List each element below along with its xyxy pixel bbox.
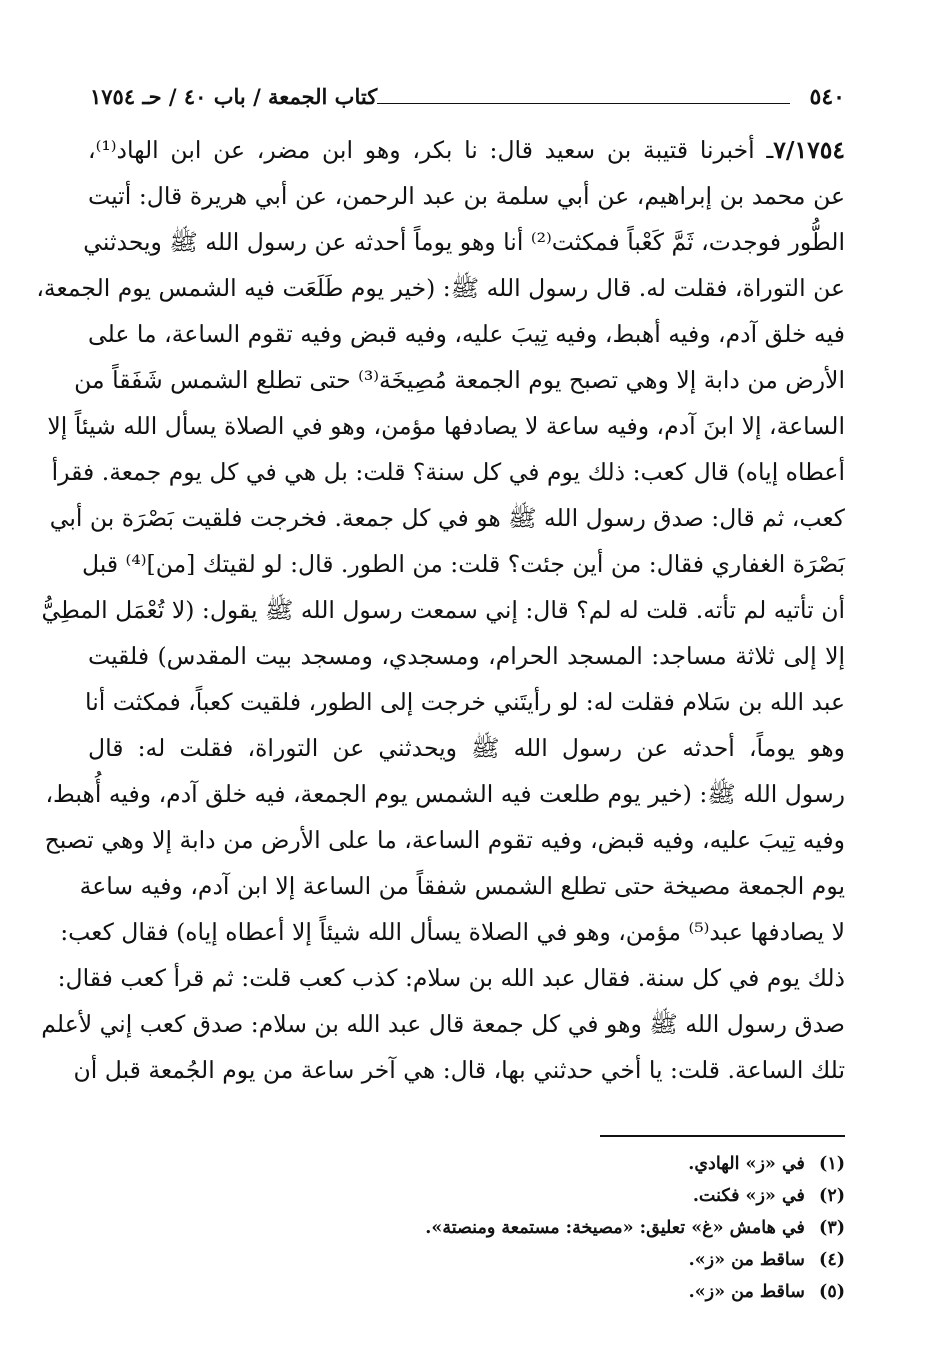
footnote-number: (٢) <box>819 1186 845 1206</box>
footnote-text: في «ز» الهادي. <box>688 1154 805 1174</box>
text-line: لا يصادفها عبد⁽⁵⁾ مؤمن، وهو في الصلاة يسأل الله شيئاً إلا أعطاه إياه) فقال كعب: <box>60 918 845 946</box>
text-line: عن التوراة، فقلت له. قال رسول الله ﷺ: (خير يوم طَلَعَت فيه الشمس يوم الجمعة، <box>36 274 845 302</box>
text-line: رسول الله ﷺ: (خير يوم طلعت فيه الشمس يوم الجمعة، فيه خلق آدم، وفيه أُهبط، <box>45 780 845 808</box>
text-line: عبد الله بن سَلام فقلت له: لو رأيتَني خرجت إلى الطور، فلقيت كعباً، فمكثت أنا <box>85 688 845 716</box>
footnote-separator <box>600 1135 845 1137</box>
text-line: وفيه تِيبَ عليه، وفيه قبض، وفيه تقوم الساعة، ما على الأرض من دابة إلا وهي تصبح <box>44 826 845 854</box>
header-rule <box>377 103 790 104</box>
text-line: صدق رسول الله ﷺ وهو في كل جمعة قال عبد الله بن سلام: صدق كعب إني لأعلم <box>41 1010 845 1038</box>
footnote <box>350 1180 845 1212</box>
text-line: عن محمد بن إبراهيم، عن أبي سلمة بن عبد الرحمن، عن أبي هريرة قال: أتيت <box>88 182 845 210</box>
footnote-number: (٣) <box>819 1218 845 1238</box>
text-line: أن تأتيه لم تأته. قلت له لم؟ قال: إني سمعت رسول الله ﷺ يقول: (لا تُعْمَل المطِيُّ <box>41 596 845 624</box>
text-line: وهو يوماً، أحدثه عن رسول الله ﷺ ويحدثني عن التوراة، فقلت له: قال <box>88 734 845 762</box>
text-line-content: ـ أخبرنا قتيبة بن سعيد قال: نا بكر، وهو ابن مضر، عن ابن الهاد⁽¹⁾، <box>88 136 774 164</box>
text-line: إلا إلى ثلاثة مساجد: المسجد الحرام، ومسجدي، ومسجد بيت المقدس) فلقيت <box>88 642 845 670</box>
hadith-text <box>36 127 845 1093</box>
page-number: ٥٤٠ <box>809 84 845 110</box>
text-line <box>88 127 845 173</box>
footnote <box>350 1148 845 1180</box>
text-line: يوم الجمعة مصيخة حتى تطلع الشمس شفقاً من الساعة إلا ابن آدم، وفيه ساعة <box>79 872 845 900</box>
footnote <box>350 1276 845 1308</box>
footnote-text: ساقط من «ز». <box>688 1250 805 1270</box>
footnote-text: في هامش «غ» تعليق: «مصيخة: مستمعة ومنصتة». <box>425 1218 805 1238</box>
footnote-number: (٥) <box>819 1282 845 1302</box>
footnote-number: (١) <box>819 1154 845 1174</box>
text-line: بَصْرَة الغفاري فقال: من أين جئت؟ قلت: من الطور. قال: لو لقيتك [من]⁽⁴⁾ قبل <box>81 550 845 578</box>
text-line: الساعة، إلا ابنَ آدم، وفيه ساعة لا يصادفها مؤمن، وهو في الصلاة يسأل الله شيئاً إلا <box>47 412 845 440</box>
footnote <box>350 1212 845 1244</box>
footnote-text: في «ز» فكنت. <box>692 1186 805 1206</box>
text-line: أعطاه إياه) قال كعب: ذلك يوم في كل سنة؟ قلت: بل هي في كل يوم جمعة. فقرأ <box>51 458 845 486</box>
footnote-number: (٤) <box>819 1250 845 1270</box>
text-line: الطُّور فوجدت، ثَمَّ كَعْباً فمكثت⁽²⁾ أنا وهو يوماً أحدثه عن رسول الله ﷺ ويحدثني <box>83 228 845 256</box>
footnotes <box>350 1148 845 1308</box>
text-line: كعب، ثم قال: صدق رسول الله ﷺ هو في كل جمعة. فخرجت فلقيت بَصْرَة بن أبي <box>49 504 845 532</box>
footnote-text: ساقط من «ز». <box>688 1282 805 1302</box>
running-title: كتاب الجمعة / باب ٤٠ / حـ ١٧٥٤ <box>90 84 378 109</box>
footnote <box>350 1244 845 1276</box>
page-header <box>90 78 845 118</box>
text-line: ذلك يوم في كل سنة. فقال عبد الله بن سلام: كذب كعب قلت: ثم قرأ كعب فقال: <box>57 964 845 992</box>
hadith-number: ٧/١٧٥٤ <box>773 136 845 164</box>
text-line: تلك الساعة. قلت: يا أخي حدثني بها، قال: هي آخر ساعة من يوم الجُمعة قبل أن <box>73 1056 845 1084</box>
text-line: الأرض من دابة إلا وهي تصبح يوم الجمعة مُصِيخَة⁽³⁾ حتى تطلع الشمس شَفَقاً من <box>74 366 845 394</box>
text-line: فيه خلق آدم، وفيه أهبط، وفيه تِيبَ عليه، وفيه قبض وفيه تقوم الساعة، ما على <box>88 320 845 348</box>
